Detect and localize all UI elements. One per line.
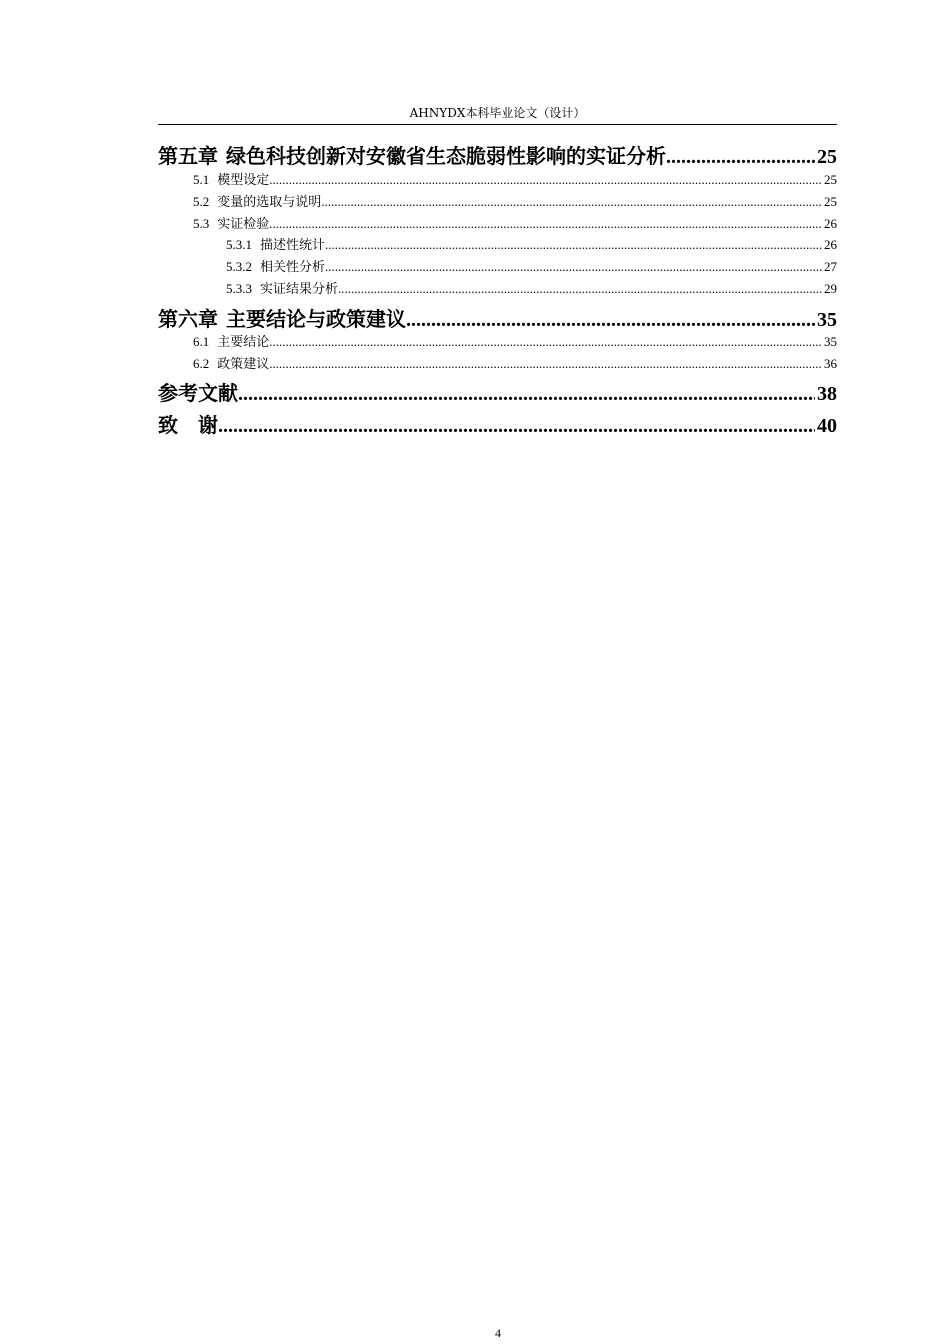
toc-entry-page: 26 [824, 216, 837, 231]
toc-leader-dots [218, 414, 815, 438]
toc-entry-label: 致 谢 [158, 413, 218, 437]
toc-leader-dots [338, 280, 822, 298]
toc-leader-dots [325, 258, 822, 276]
toc-entry-6-1[interactable] [193, 333, 837, 352]
toc-entry-number: 6.2 [193, 356, 210, 371]
toc-entry-page: 40 [817, 415, 837, 437]
toc-leader-dots [238, 382, 815, 406]
toc-entry-page: 38 [817, 383, 837, 405]
toc-entry-6-2[interactable] [193, 355, 837, 374]
toc-entry-chapter-5[interactable] [158, 144, 837, 169]
toc-entry-label: 相关性分析 [260, 260, 326, 275]
toc-entry-number: 5.3 [193, 216, 210, 231]
toc-leader-dots [406, 308, 815, 332]
toc-entry-number: 6.1 [193, 334, 210, 349]
toc-entry-label: 模型设定 [217, 173, 270, 188]
toc-entry-5-2[interactable] [193, 193, 837, 212]
toc-entry-number: 5.2 [193, 194, 210, 209]
header-rule [158, 124, 837, 125]
toc-entry-page: 25 [824, 172, 837, 187]
toc-entry-page: 29 [824, 281, 837, 296]
toc-entry-number: 第五章 [158, 144, 218, 168]
toc-entry-page: 35 [824, 334, 837, 349]
toc-entry-label: 主要结论 [217, 335, 270, 350]
toc-entry-acknowledgements[interactable] [158, 413, 837, 438]
running-header: AHNYDX本科毕业论文（设计） [409, 106, 586, 120]
toc-leader-dots [666, 145, 815, 169]
toc-leader-dots [269, 355, 822, 373]
toc-entry-number: 5.3.1 [226, 237, 252, 252]
toc-entry-label: 绿色科技创新对安徽省生态脆弱性影响的实证分析 [226, 144, 666, 168]
toc-entry-chapter-6[interactable] [158, 307, 837, 332]
toc-leader-dots [269, 171, 822, 189]
toc-entry-number: 第六章 [158, 307, 218, 331]
toc-entry-page: 26 [824, 237, 837, 252]
toc-entry-5-3-3[interactable] [226, 280, 837, 299]
toc-entry-page: 36 [824, 356, 837, 371]
toc-entry-number: 5.3.3 [226, 281, 252, 296]
toc-entry-number: 5.1 [193, 172, 210, 187]
toc-entry-label: 参考文献 [158, 381, 238, 405]
toc-entry-page: 25 [824, 194, 837, 209]
toc-leader-dots [325, 236, 822, 254]
toc-entry-page: 27 [824, 259, 837, 274]
toc-entry-5-3[interactable] [193, 215, 837, 234]
toc-leader-dots [321, 193, 822, 211]
toc-entry-label: 变量的选取与说明 [217, 195, 322, 210]
toc-entry-page: 35 [817, 309, 837, 331]
toc-entry-label: 实证检验 [217, 217, 270, 232]
toc-entry-page: 25 [817, 146, 837, 168]
toc-entry-label: 描述性统计 [260, 238, 326, 253]
toc-entry-5-3-2[interactable] [226, 258, 837, 277]
toc-entry-label: 实证结果分析 [260, 282, 339, 297]
toc-leader-dots [269, 215, 822, 233]
toc-entry-label: 政策建议 [217, 357, 270, 372]
toc-entry-number: 5.3.2 [226, 259, 252, 274]
toc-entry-label: 主要结论与政策建议 [226, 307, 406, 331]
toc-leader-dots [269, 333, 822, 351]
toc-entry-5-3-1[interactable] [226, 236, 837, 255]
toc-entry-references[interactable] [158, 381, 837, 406]
page-number: 4 [495, 1326, 501, 1340]
toc-entry-5-1[interactable] [193, 171, 837, 190]
